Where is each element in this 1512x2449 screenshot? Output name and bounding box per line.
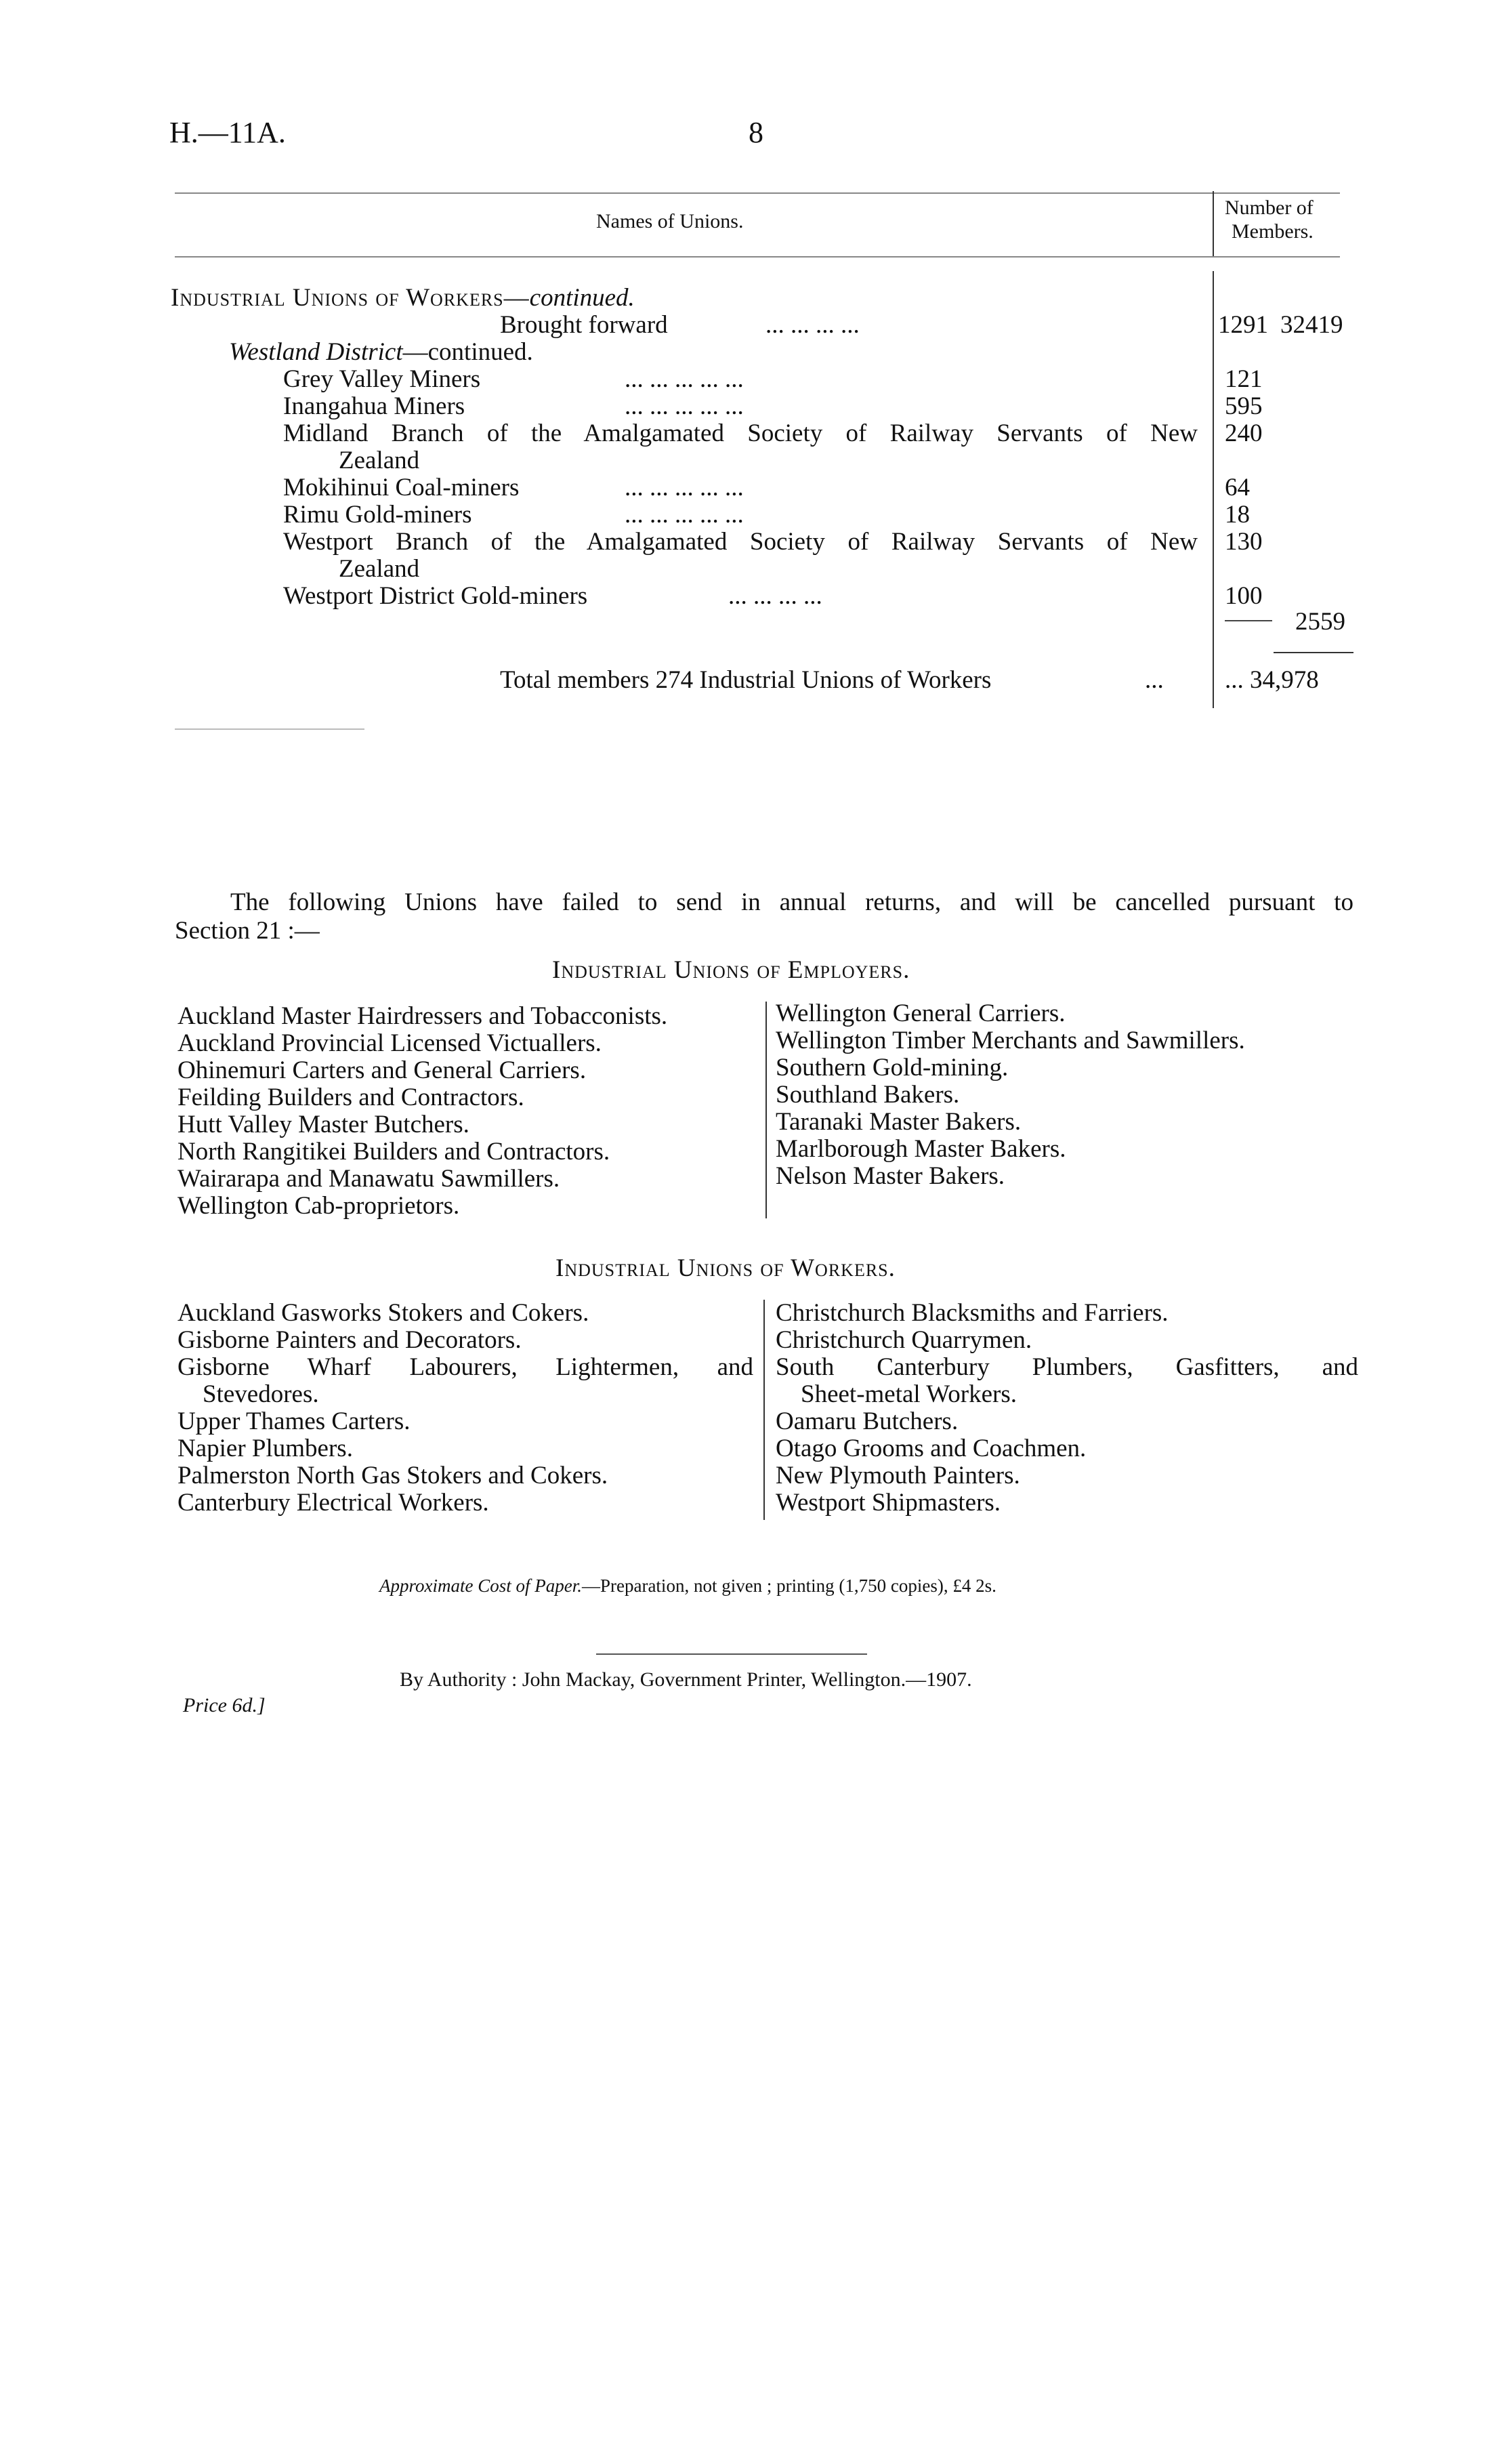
header-column-divider: [1213, 191, 1214, 256]
row-name: Midland Branch of the Amalgamated Society of Railway Servants of New: [283, 419, 1198, 447]
subtotal-value: 2559: [1295, 608, 1345, 636]
row-value: 130: [1225, 528, 1263, 556]
table-header-rule: [175, 256, 1340, 258]
row-dots: ... ... ... ... ...: [625, 474, 744, 501]
members-column-divider: [1213, 271, 1214, 708]
list-item: Feilding Builders and Contractors.: [177, 1084, 524, 1111]
brought-forward-value-a: 1291: [1218, 311, 1268, 339]
notice-line-1: The following Unions have failed to send in annual returns, and will be cancelled pursuant to: [230, 888, 1353, 916]
list-item: Gisborne Painters and Decorators.: [177, 1326, 522, 1354]
list-item: Auckland Master Hairdressers and Tobacconists.: [177, 1002, 668, 1030]
list-item: Wairarapa and Manawatu Sawmillers.: [177, 1165, 560, 1193]
list-item: Palmerston North Gas Stokers and Cokers.: [177, 1462, 608, 1489]
row-dots: ... ... ... ... ...: [625, 392, 744, 420]
list-item: Canterbury Electrical Workers.: [177, 1489, 489, 1517]
workers-left-list: [177, 1300, 753, 1517]
col-header-members-2: Members.: [1232, 220, 1314, 243]
list-item: Napier Plumbers.: [177, 1435, 353, 1462]
list-item: Nelson Master Bakers.: [776, 1162, 1005, 1190]
row-name: Westport Branch of the Amalgamated Society of Railway Servants of New: [283, 528, 1198, 556]
page-number: 8: [749, 116, 763, 149]
list-item: North Rangitikei Builders and Contractors.: [177, 1138, 610, 1166]
total-label: Total members 274 Industrial Unions of Workers: [500, 666, 992, 694]
list-item: Hutt Valley Master Butchers.: [177, 1111, 469, 1138]
table-top-rule: [175, 192, 1340, 194]
list-item: South Canterbury Plumbers, Gasfitters, and: [776, 1353, 1358, 1381]
list-item: Oamaru Butchers.: [776, 1407, 959, 1435]
subtotal-rule: [1225, 620, 1272, 621]
col-header-members-1: Number of: [1225, 197, 1314, 219]
list-item: Taranaki Master Bakers.: [776, 1108, 1022, 1136]
row-value: 240: [1225, 419, 1263, 447]
workers-right-list: [776, 1300, 1358, 1517]
col-header-names: Names of Unions.: [596, 210, 744, 232]
list-item: Wellington Timber Merchants and Sawmillers.: [776, 1027, 1245, 1054]
list-item: Upper Thames Carters.: [177, 1407, 411, 1435]
list-item: Otago Grooms and Coachmen.: [776, 1435, 1087, 1462]
list-item: Wellington Cab-proprietors.: [177, 1192, 460, 1220]
row-value: 121: [1225, 365, 1263, 393]
total-rule: [1274, 652, 1353, 653]
row-name: Rimu Gold-miners: [283, 501, 472, 529]
row-name-continued: Zealand: [339, 555, 420, 583]
cost-of-paper-note: Approximate Cost of Paper.—Preparation, not given ; printing (1,750 copies), £4 2s.: [379, 1576, 996, 1596]
row-name: Grey Valley Miners: [283, 365, 481, 393]
total-value: ... 34,978: [1225, 666, 1319, 694]
row-value: 64: [1225, 474, 1250, 501]
workers-heading: Industrial Unions of Workers.: [555, 1254, 896, 1282]
district-heading: Westland District—continued.: [229, 338, 533, 366]
list-item: Ohinemuri Carters and General Carriers.: [177, 1056, 587, 1084]
brought-forward-label: Brought forward: [500, 311, 668, 339]
row-name: Mokihinui Coal-miners: [283, 474, 520, 501]
row-dots: ... ... ... ...: [728, 582, 822, 610]
table-bottom-rule: [175, 728, 364, 730]
brought-forward-dots: ... ... ... ...: [765, 311, 860, 339]
workers-column-divider: [763, 1300, 765, 1520]
employers-right-list: [776, 1000, 1245, 1190]
row-value: 100: [1225, 582, 1263, 610]
notice-line-2: Section 21 :—: [175, 917, 320, 945]
row-dots: ... ... ... ... ...: [625, 501, 744, 529]
total-dots: ...: [1145, 666, 1164, 694]
list-item: Christchurch Quarrymen.: [776, 1326, 1032, 1354]
list-item: New Plymouth Painters.: [776, 1462, 1020, 1489]
list-item: Christchurch Blacksmiths and Farriers.: [776, 1299, 1169, 1327]
page-reference: H.—11A.: [169, 116, 286, 149]
brought-forward-value-b: 32419: [1280, 311, 1343, 339]
employers-heading: Industrial Unions of Employers.: [552, 956, 910, 984]
list-item: Southern Gold-mining.: [776, 1054, 1009, 1082]
list-item: Auckland Provincial Licensed Victuallers.: [177, 1029, 602, 1057]
price-note: Price 6d.]: [183, 1694, 266, 1716]
authority-rule: [596, 1653, 867, 1655]
list-item: Auckland Gasworks Stokers and Cokers.: [177, 1299, 589, 1327]
row-dots: ... ... ... ... ...: [625, 365, 744, 393]
list-item: Westport Shipmasters.: [776, 1489, 1001, 1517]
row-value: 18: [1225, 501, 1250, 529]
employers-column-divider: [765, 1002, 767, 1218]
printer-authority: By Authority : John Mackay, Government Printer, Wellington.—1907.: [400, 1668, 972, 1691]
employers-left-list: [177, 1003, 667, 1220]
section-heading: Industrial Unions of Workers—continued.: [171, 284, 635, 312]
row-name: Westport District Gold-miners: [283, 582, 588, 610]
row-name: Inangahua Miners: [283, 392, 465, 420]
list-item: Stevedores.: [177, 1380, 319, 1408]
list-item: Marlborough Master Bakers.: [776, 1135, 1066, 1163]
list-item: Sheet-metal Workers.: [776, 1380, 1017, 1408]
row-name-continued: Zealand: [339, 447, 420, 474]
list-item: Wellington General Carriers.: [776, 1000, 1066, 1027]
list-item: Southland Bakers.: [776, 1081, 960, 1109]
row-value: 595: [1225, 392, 1263, 420]
list-item: Gisborne Wharf Labourers, Lightermen, and: [177, 1353, 753, 1381]
